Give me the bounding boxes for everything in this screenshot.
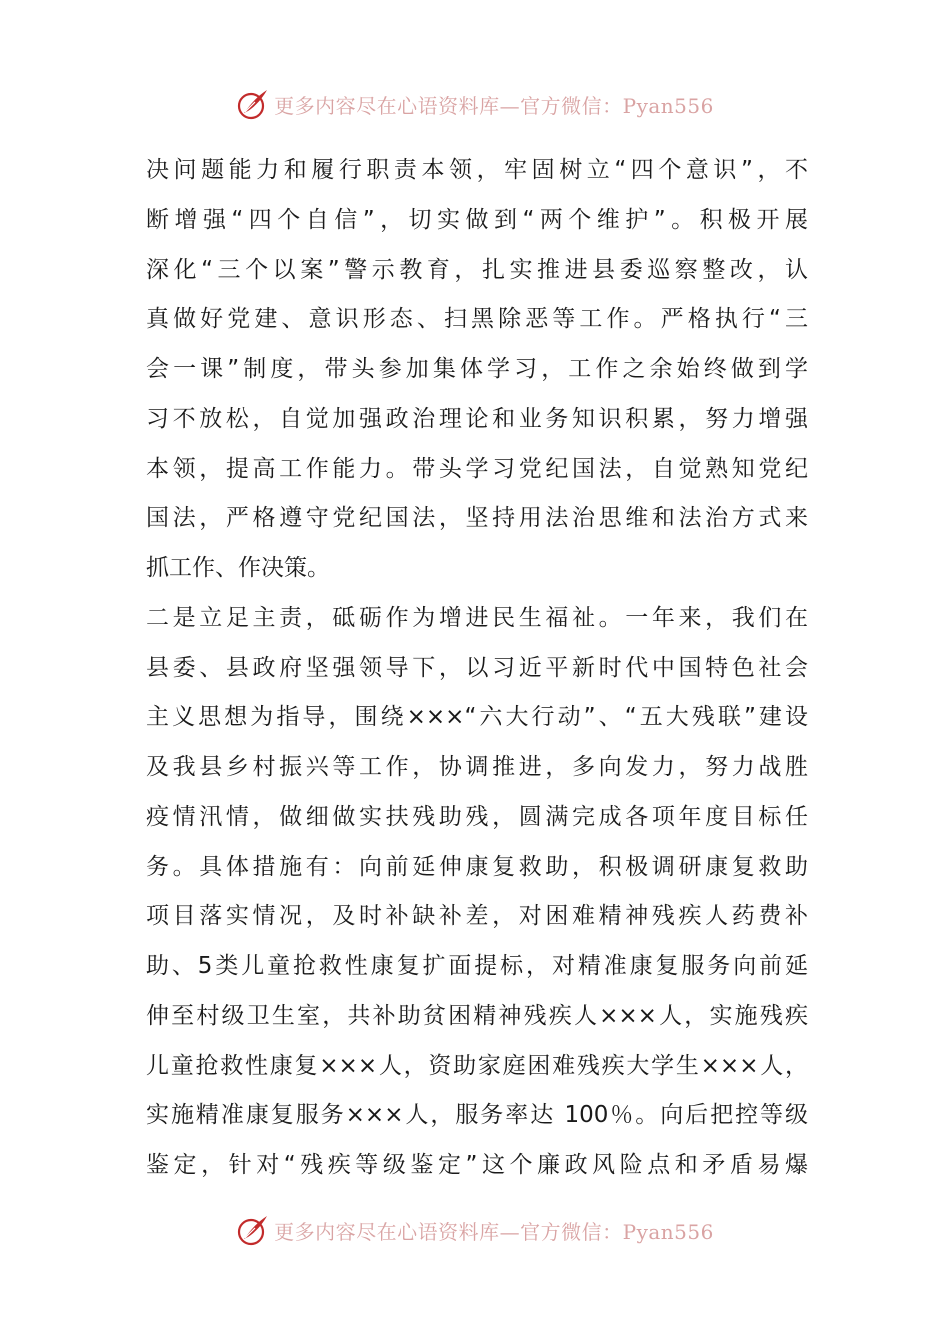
quill-logo-icon — [236, 87, 270, 121]
text-line: 断增强“四个自信”，切实做到“两个维护”。积极开展 — [146, 206, 808, 233]
text-line: 伸至村级卫生室，共补助贫困精神残疾人×××人，实施残疾 — [146, 1002, 808, 1029]
text-line: 决问题能力和履行职责本领，牢固树立“四个意识”，不 — [146, 157, 808, 183]
text-line: 国法，严格遵守党纪国法，坚持用法治思维和法治方式来 — [146, 505, 808, 532]
text-line: 疫情汛情，做细做实扶残助残，圆满完成各项年度目标任 — [146, 803, 808, 830]
text-line: 县委、县政府坚强领导下，以习近平新时代中国特色社会 — [146, 654, 808, 681]
text-line: 实施精准康复服务×××人，服务率达 100％。向后把控等级 — [146, 1102, 808, 1129]
text-line: 助、5类儿童抢救性康复扩面提标，对精准康复服务向前延 — [146, 953, 808, 979]
text-line: 鉴定，针对“残疾等级鉴定”这个廉政风险点和矛盾易爆 — [146, 1152, 808, 1178]
text-line: 真做好党建、意识形态、扫黑除恶等工作。严格执行“三 — [146, 306, 808, 333]
text-line: 二是立足主责，砥砺作为增进民生福祉。一年来，我们在 — [146, 604, 808, 631]
paragraph-2 — [146, 594, 808, 1191]
header-watermark — [0, 84, 950, 124]
quill-logo-icon — [236, 1213, 270, 1247]
text-line: 深化“三个以案”警示教育，扎实推进县委巡察整改，认 — [146, 256, 808, 283]
footer-watermark — [0, 1210, 950, 1250]
text-line: 主义思想为指导，围绕×××“六大行动”、“五大残联”建设 — [146, 704, 808, 731]
text-line: 习不放松，自觉加强政治理论和业务知识积累，努力增强 — [146, 405, 808, 432]
text-line: 务。具体措施有：向前延伸康复救助，积极调研康复救助 — [146, 853, 808, 880]
text-line: 儿童抢救性康复×××人，资助家庭困难残疾大学生×××人， — [146, 1052, 808, 1079]
text-line: 抓工作、作决策。 — [146, 555, 330, 581]
watermark-text: 更多内容尽在心语资料库—官方微信：Pyan556 — [274, 1219, 714, 1244]
text-line: 本领，提高工作能力。带头学习党纪国法，自觉熟知党纪 — [146, 455, 808, 482]
document-body — [146, 146, 808, 1191]
watermark-text: 更多内容尽在心语资料库—官方微信：Pyan556 — [274, 93, 714, 118]
paragraph-1 — [146, 146, 808, 594]
text-line: 项目落实情况，及时补缺补差，对困难精神残疾人药费补 — [146, 903, 808, 930]
text-line: 会一课”制度，带头参加集体学习，工作之余始终做到学 — [146, 356, 808, 382]
text-line: 及我县乡村振兴等工作，协调推进，多向发力，努力战胜 — [146, 754, 808, 780]
